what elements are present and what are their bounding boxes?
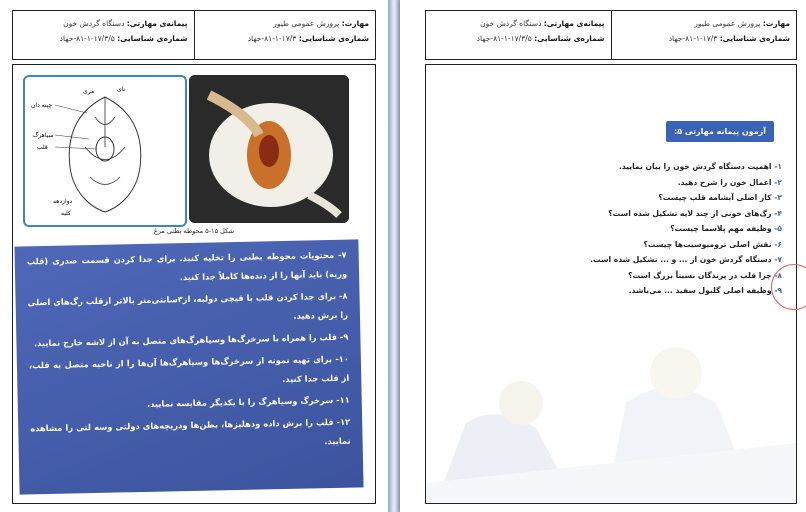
step-item: ۷- محتویات محوطه بطنی را تخلیه کنید. برای جدا کردن قسمت صدری (قلب وریه) باید آنها را از دنده‌ها کاملاً جدا کنید. [26,249,348,283]
question-number: ۵- [774,224,782,233]
list-item [452,252,782,268]
question-list [452,159,782,299]
question-number: ۶- [774,239,782,249]
skill-code-label: شماره‌ی شناسایی: [719,34,790,43]
unit-code-label: شماره‌ی شناسایی: [534,34,605,43]
left-page-header [12,10,376,60]
unit-value: دستگاه گردش خون [63,19,125,28]
step-item: ۱۱- سرخرگ وسیاهرگ را با یکدیگر مقایسه نمایید. [146,394,350,409]
question-number: ۳- [774,193,782,202]
skill-label: مهارت: [341,19,369,28]
question-text: وظیفه اصلی گلبول سفید ... می‌باشد. [628,286,772,295]
figure-label: دوازدهه [53,198,73,205]
figure-label: نای [117,86,126,93]
skill-code-label: شماره‌ی شناسایی: [298,34,369,43]
question-text: وظیفه مهم پلاسما چیست؟ [670,224,772,233]
skill-value: پرورش عمومی طیور [694,19,761,28]
unit-code-value: ۱۷/۳/۵-۱-۸۱-جهاد [476,34,532,43]
question-text: دستگاه گردش خون از ... و ... تشکیل شده است. [590,255,772,264]
figure-label: مری [83,88,95,95]
question-number: ۲- [774,177,782,187]
step-item: ۹- قلب را همراه با سرخرگ‌ها وسیاهرگ‌های متصل به آن از لاشه خارج نمایید. [33,331,349,349]
left-page-content [12,64,376,504]
question-number: ۸- [774,270,782,280]
list-item [452,190,782,206]
question-text: اعمال خون را شرح دهید. [677,177,772,187]
question-text: اهمیت دستگاه گردش خون را بیان نمایید. [618,162,772,171]
header-skill-cell [194,11,376,59]
figure-caption: شکل ۱۵-۵ محوطه بطنی مرغ [153,227,235,235]
skill-code-value: ۱۷/۳-۱-۸۱-جهاد [247,34,297,43]
list-item [452,268,782,284]
figure-label: چینه دان [31,102,53,109]
figure-label: سیاهرگ [33,132,54,139]
step-item: ۱۲- قلب را برش داده ودهلیزها، بطن‌ها ودریچه‌های دولتی وسه لتی را مشاهده نمایید. [30,416,351,447]
step-item: ۸- برای جدا کردن قلب با قیچی دولبه، از۳سانتی‌متر بالاتر ازقلب رگ‌های اصلی را برش دهید. [27,290,349,321]
book-gutter [388,0,400,512]
list-item [452,221,782,237]
list-item [452,237,782,253]
right-page-header [425,10,797,60]
list-item [452,175,782,191]
dissection-photo [189,75,349,223]
right-page [400,0,806,512]
unit-code-label: شماره‌ی شناسایی: [117,34,188,43]
skill-label: مهارت: [762,19,790,28]
list-item [452,283,782,299]
header-skill-cell [611,11,797,59]
students-illustration [426,333,796,503]
question-number: ۹- [774,286,782,295]
question-text: چرا قلب در پرندگان نسبتاً بزرگ است؟ [628,270,772,280]
list-item [452,206,782,222]
header-unit-cell [13,11,194,59]
unit-label: پیمانه‌ی مهارتی: [126,19,188,28]
figure-label: کلیه [61,210,71,217]
skill-value: پرورش عمومی طیور [273,19,340,28]
question-text: نقش اصلی ترومبوسیت‌ها چیست؟ [643,239,772,249]
question-text: کار اصلی آبشامه قلب چیست؟ [658,193,772,202]
figure-label: قلب [37,144,48,151]
question-number: ۱- [774,162,782,171]
question-text: رگ‌های خونی از چند لایه تشکیل شده است؟ [608,208,772,218]
header-unit-cell [426,11,611,59]
question-number: ۴- [774,208,782,218]
instruction-box [14,239,363,494]
unit-label: پیمانه‌ی مهارتی: [543,19,605,28]
left-page [0,0,388,512]
quiz-title: آزمون پیمانه مهارتی ۵: [666,121,774,142]
unit-value: دستگاه گردش خون [480,19,542,28]
question-number: ۷- [774,255,782,264]
right-page-content [425,64,797,504]
anatomy-diagram [23,75,187,227]
skill-code-value: ۱۷/۳-۱-۸۱-جهاد [668,34,718,43]
unit-code-value: ۱۷/۳/۵-۱-۸۱-جهاد [59,34,115,43]
step-item: ۱۰- برای تهیه نمونه از سرخرگ‌ها وسیاهرگ‌ها آن‌ها را از ناحیه متصل به قلب، از قلب جدا کنید. [28,353,350,385]
list-item [452,159,782,175]
